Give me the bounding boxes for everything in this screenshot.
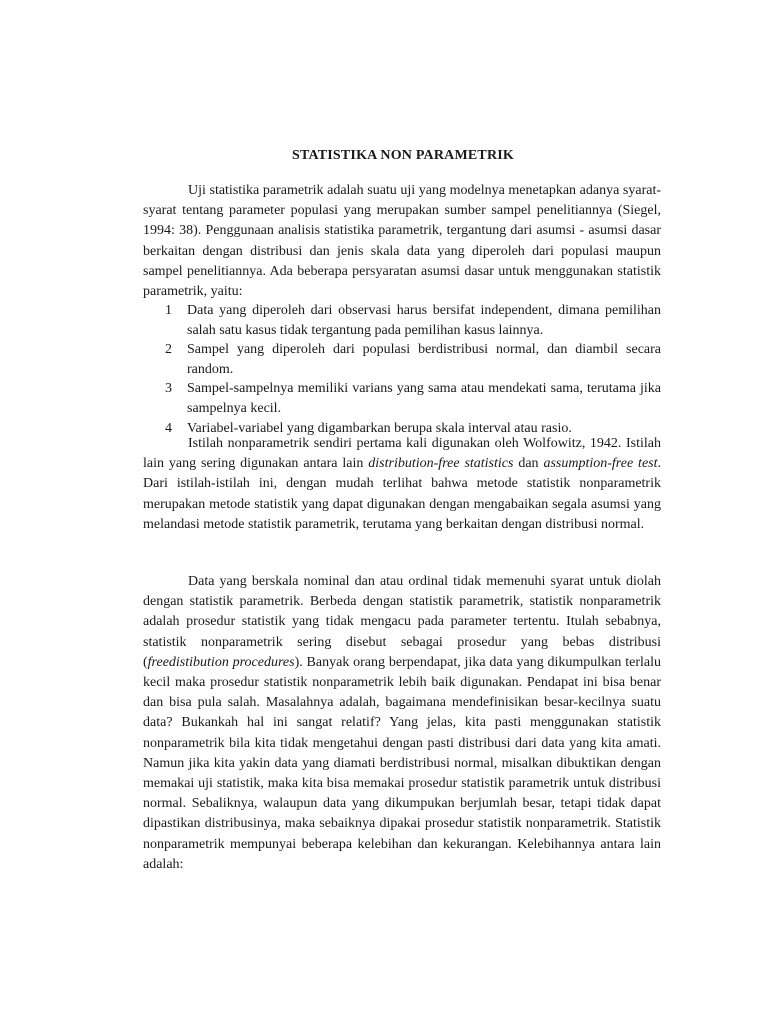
document-title: STATISTIKA NON PARAMETRIK [291, 148, 515, 163]
paragraph-text: Istilah nonparametrik sendiri pertama kali digunakan oleh Wolfowitz, 1942. Istilah lain yang sering digunakan antara lain [143, 436, 661, 472]
list-item [143, 379, 661, 418]
list-item-text: Sampel yang diperoleh dari populasi berdistribusi normal, dan diambil secara random. [187, 342, 661, 377]
intro-text: Uji statistika parametrik adalah suatu uji yang modelnya menetapkan adanya syarat-syarat tentang parameter populasi yang merupakan sumber sampel penelitiannya (Siegel, 1994: 38). Penggunaan analisis statistika parametrik, tergantung dari asumsi - asumsi dasar berkaitan dengan distribusi dan jenis skala data yang diperoleh dari populasi maupun sampel penelitiannya. Ada beberapa persyaratan asumsi dasar untuk menggunakan statistik parametrik, yaitu: [143, 183, 661, 300]
list-item-number: 3 [165, 381, 172, 397]
italic-term: assumption-free test [543, 456, 658, 472]
nonparametric-term-paragraph [143, 434, 661, 535]
list-item-number: 4 [165, 420, 172, 436]
paragraph-text: . Dari istilah-istilah ini, dengan mudah terlihat bahwa metode statistik nonparametrik merupakan metode statistik yang dapat digunakan dengan mengabaikan segala asumsi yang melandasi metode statistik parametrik, terutama yang berkaitan dengan distribusi normal. [143, 456, 661, 532]
list-item-number: 1 [165, 303, 172, 318]
list-item-text: Sampel-sampelnya memiliki varians yang sama atau mendekati sama, terutama jika sampelnya kecil. [187, 381, 661, 416]
list-item [143, 301, 661, 340]
list-item-text: Variabel-variabel yang digambarkan berupa skala interval atau rasio. [187, 420, 572, 436]
data-scale-paragraph [143, 572, 661, 875]
paragraph-text: Data yang berskala nominal dan atau ordinal tidak memenuhi syarat untuk diolah dengan statistik parametrik. Berbeda dengan statistik parametrik, statistik nonparametrik adalah prosedur statistik yang tidak mengacu pada parameter tertentu. Itulah sebabnya, statistik nonparametrik sering disebut sebagai prosedur yang bebas distribusi ( [143, 574, 661, 670]
italic-term: freedistibution procedures [147, 654, 295, 670]
list-item [143, 340, 661, 379]
intro-paragraph [143, 181, 661, 302]
assumption-list [143, 301, 661, 438]
italic-term: distribution-free statistics [368, 456, 514, 472]
list-item-text: Data yang diperoleh dari observasi harus bersifat independent, dimana pemilihan salah satu kasus tidak tergantung pada pemilihan kasus lainnya. [187, 303, 661, 338]
paragraph-text: ). Banyak orang berpendapat, jika data yang dikumpulkan terlalu kecil maka prosedur statistik nonparametrik lebih baik digunakan. Pendapat ini bisa benar dan bisa pula salah. Masalahnya adalah, bagaimana mendefinisikan besar-kecilnya suatu data? Bukankah hal ini sangat relatif? Yang jelas, kita pasti menggunakan statistik nonparametrik bila kita tidak mengetahui dengan pasti distribusi dari data yang kita amati. Namun jika kita yakin data yang diamati berdistribusi normal, misalkan dibuktikan dengan memakai uji statistik, maka kita bisa memakai prosedur statistik parametrik untuk distribusi normal. Sebaliknya, walaupun data yang dikumpukan berjumlah besar, tetapi tidak dapat dipastikan distribusinya, maka sebaiknya dipakai prosedur statistik nonparametrik. Statistik nonparametrik mempunyai beberapa kelebihan dan kekurangan. Kelebihannya antara lain adalah: [143, 654, 661, 872]
paragraph-text: dan [513, 456, 544, 472]
list-item-number: 2 [165, 342, 172, 358]
